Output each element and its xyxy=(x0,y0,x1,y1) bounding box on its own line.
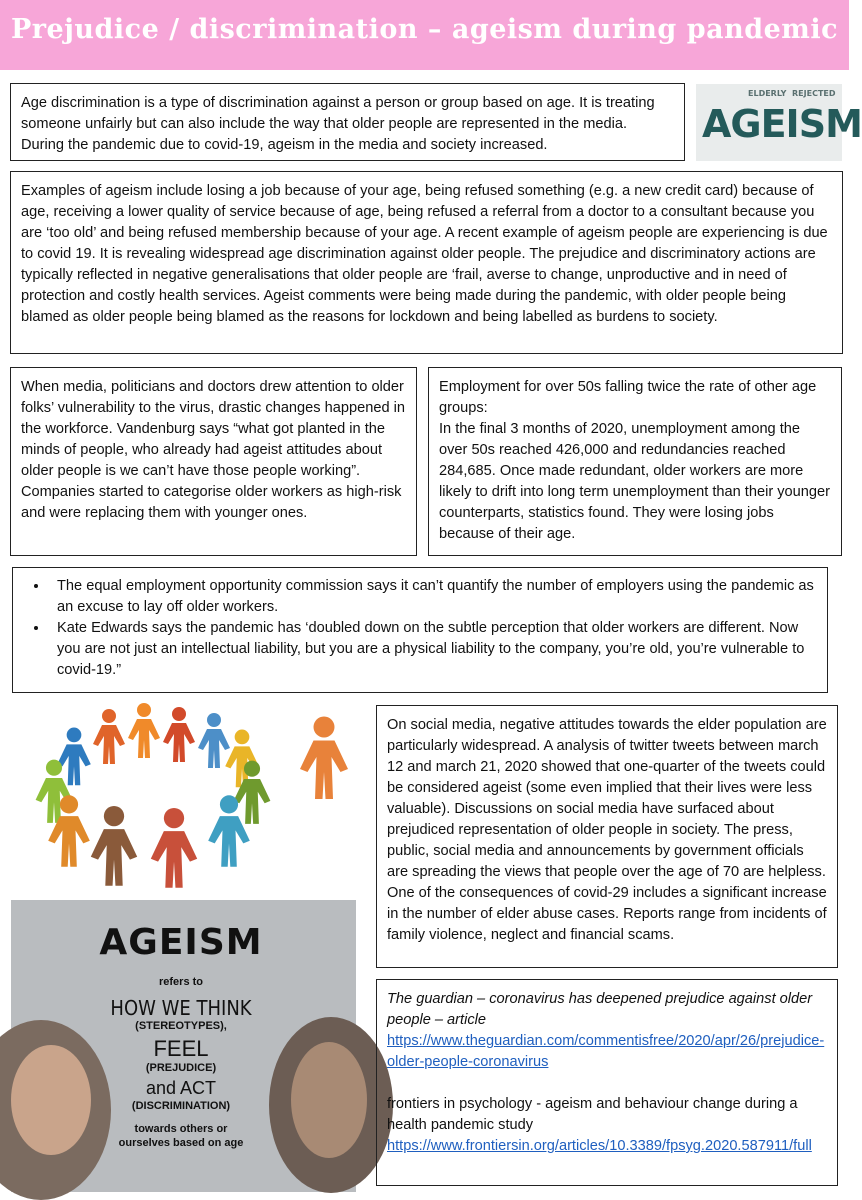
intro-box xyxy=(10,83,685,161)
poster-stereotypes: (STEREOTYPES), xyxy=(135,1020,227,1032)
employment-box xyxy=(428,367,842,556)
title-banner xyxy=(0,0,849,70)
examples-box xyxy=(10,171,843,354)
intro-text: Age discrimination is a type of discrimination against a person or group based on age. It is treating someone unfairly but can also include the way that older people are represented in the media. During the pandemic due to covid-19, ageism in the media and society increased. xyxy=(21,95,655,153)
examples-text: Examples of ageism include losing a job because of your age, being refused something (e.g. a new credit card) because of age, receiving a lower quality of service because of age, being refused a referral from a doctor to a consultant because you are ‘too old’ and being refused membership because of your age. A recent example of ageism people are experiencing is due to covid 19. It is revealing widespread age discrimination against older people. The prejudice and discriminatory actions are typically reflected in negative generalisations that older people are ‘frail, averse to change, unproductive and in need of protection and costly health services. Ageist comments were being made during the pandemic, with older people being blamed as older people being blamed as the reasons for lockdown and being labelled as burdens to society. xyxy=(21,183,828,325)
sources-box xyxy=(376,979,838,1186)
poster-title: AGEISM xyxy=(99,922,263,963)
social-media-box xyxy=(376,705,838,968)
bullet-list xyxy=(23,576,817,681)
poster-discrimination: (DISCRIMINATION) xyxy=(131,1100,231,1112)
cloud-word-ageism: AGEISM xyxy=(702,102,862,146)
guardian-link[interactable]: https://www.theguardian.com/commentisfree/2020/apr/26/prejudice-older-people-coronavirus xyxy=(387,1033,825,1070)
people-ring xyxy=(36,703,348,888)
bullet-item: • Kate Edwards says the pandemic has ‘doubled down on the subtle perception that older workers are different. Now you are not just an intellectual liability, but you are a physical liability to the company, you’re old, you’re vulnerable to covid-19.” xyxy=(49,618,817,681)
poster-think: HOW WE THINK xyxy=(110,996,252,1020)
employment-body: In the final 3 months of 2020, unemployment among the over 50s reached 426,000 and redundancies reached 284,685. Once made redundant, older workers are more likely to drift into long term unemployment than their younger counterparts, statistics found. They were losing jobs because of their age. xyxy=(439,421,830,542)
employment-heading: Employment for over 50s falling twice the rate of other age groups: xyxy=(439,379,817,416)
paper-people-circle-image xyxy=(14,698,358,896)
ageism-poster-image xyxy=(11,900,356,1192)
page-title: Prejudice / discrimination – ageism during pandemic xyxy=(10,14,839,45)
poster-prejudice: (PREJUDICE) xyxy=(145,1062,217,1074)
frontiers-link[interactable]: https://www.frontiersin.org/articles/10.3389/fpsyg.2020.587911/full xyxy=(387,1138,812,1154)
cloud-word-elderly: ELDERLY xyxy=(748,89,787,98)
bullet-item: • The equal employment opportunity commission says it can’t quantify the number of employers using the pandemic as an excuse to lay off older workers. xyxy=(49,576,817,618)
spacer xyxy=(387,1073,827,1094)
guardian-title: The guardian – coronavirus has deepened prejudice against older people – article xyxy=(387,991,813,1028)
poster-feel: FEEL xyxy=(153,1036,209,1061)
social-media-text: On social media, negative attitudes towards the elder population are particularly widespread. A analysis of twitter tweets between march 12 and march 21, 2020 showed that one-quarter of the tweets could be considered ageist (some even implied that their lives were less valuable). Discussions on social media have surfaced about prejudiced representation of older people in society. The press, public, social media and announcements by government officials are spreading the views that people over the age of 70 are helpless. One of the consequences of covid-29 includes a significant increase in the number of elder abuse cases. Reports range from incidents of family violence, neglect and financial scams. xyxy=(387,717,827,943)
frontiers-title: frontiers in psychology - ageism and behaviour change during a health pandemic study xyxy=(387,1096,798,1133)
ageism-wordcloud-image xyxy=(696,84,862,161)
cloud-word-rejected: REJECTED xyxy=(792,89,836,98)
poster-act: and ACT xyxy=(145,1078,217,1098)
poster-refers: refers to xyxy=(158,976,204,988)
workforce-box xyxy=(10,367,417,556)
poster-towards: towards others or ourselves based on age xyxy=(118,1123,244,1149)
bullets-box xyxy=(12,567,828,693)
workforce-text: When media, politicians and doctors drew attention to older folks’ vulnerability to the virus, drastic changes happened in the workforce. Vandenburg says “what got planted in the minds of people, who already had ageist attitudes about older people is we can’t have those people working”. Companies started to categorise older workers as high-risk and were replacing them with younger ones. xyxy=(21,379,405,521)
